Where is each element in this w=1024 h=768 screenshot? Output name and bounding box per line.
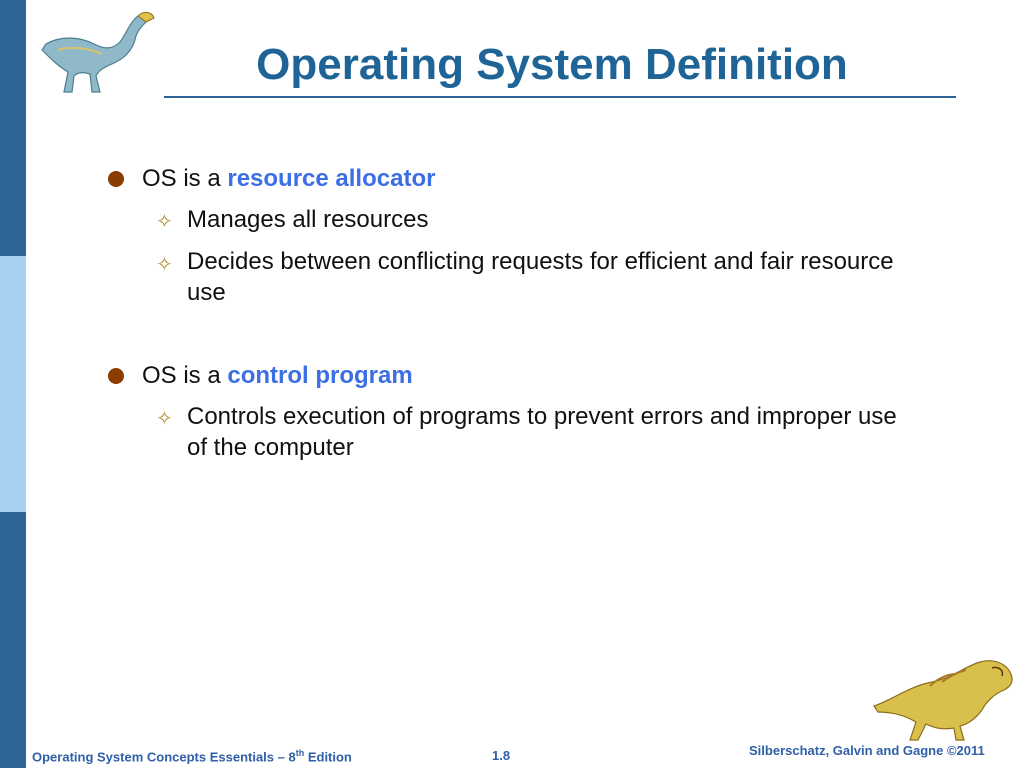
filled-circle-bullet-icon — [108, 171, 124, 187]
footer-page-number: 1.8 — [492, 748, 511, 763]
bullet-1-sub-2-line-2: use — [187, 279, 226, 306]
bullet-1-sub-1-line-1: Manages all resources — [187, 206, 429, 233]
dinosaur-logo-icon — [868, 652, 1018, 744]
bullet-1-prefix: OS is a — [142, 165, 228, 192]
bullet-2-prefix: OS is a — [142, 362, 228, 389]
filled-circle-bullet-icon — [108, 368, 124, 384]
bullet-1-highlight: resource allocator — [227, 165, 436, 192]
sparkle-star-icon: ✧ — [156, 254, 173, 276]
bullet-1-sub-2-line-1: Decides between conflicting requests for efficient and fair resource — [187, 248, 894, 275]
sparkle-star-icon: ✧ — [156, 408, 173, 430]
bullet-2-sub-1-line-2: of the computer — [187, 434, 354, 461]
footer-edition-word: Edition — [304, 749, 352, 765]
footer-copyright: Silberschatz, Galvin and Gagne ©2011 — [749, 743, 985, 758]
bullet-2-highlight: control program — [227, 362, 413, 389]
bullet-1-text — [142, 164, 435, 194]
sparkle-star-icon: ✧ — [156, 211, 173, 233]
footer-course-left: Operating System Concepts Essentials – 8 — [32, 749, 296, 765]
footer-edition-sup: th — [295, 748, 305, 758]
bullet-2-sub-1-line-1: Controls execution of programs to prevent errors and improper use — [187, 403, 897, 430]
bullet-2-text — [142, 361, 413, 391]
footer-course-title — [32, 748, 352, 764]
slide-title: Operating System Definition — [256, 40, 848, 89]
